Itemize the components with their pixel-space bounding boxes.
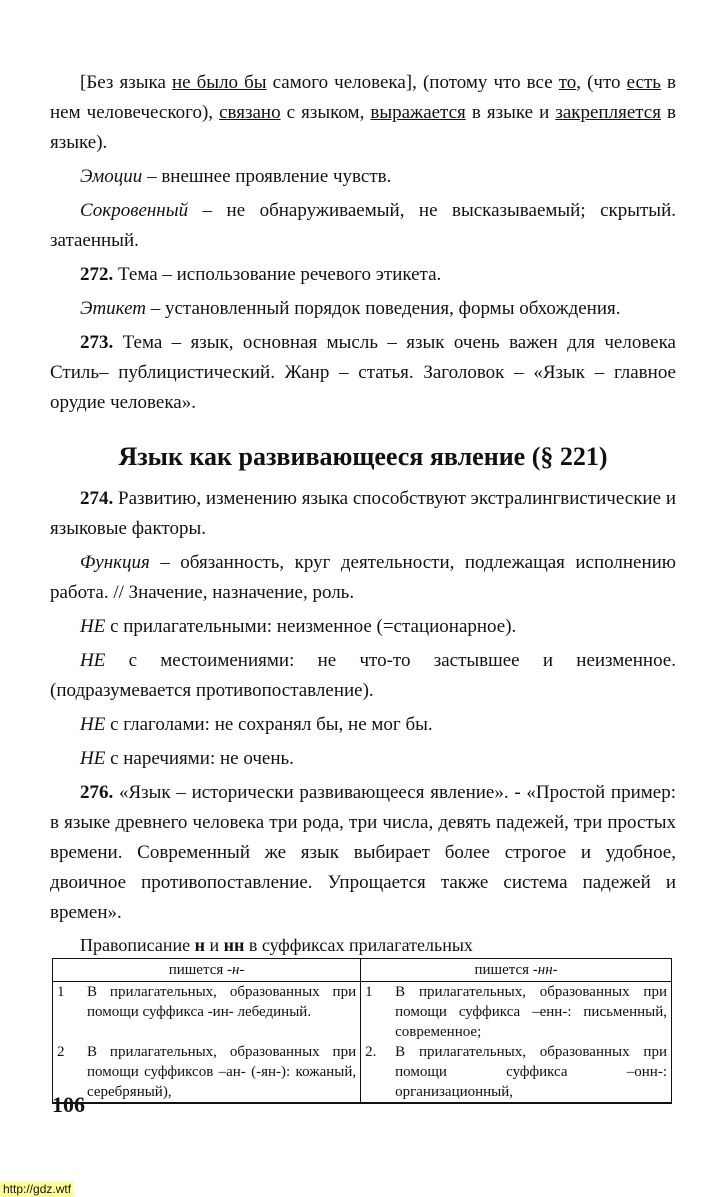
bold-text: 272. [80, 264, 114, 285]
text-segment: – внешнее проявление чувств. [142, 166, 392, 187]
text-segment: – не обнаруживаемый, не высказываемый; скрытый. затаенный. [50, 200, 676, 251]
text-segment: с местоимениями: не что-то застывшее и неизменное. (подразумевается противопоставление). [50, 650, 676, 701]
text-segment: Тема – использование речевого этикета. [113, 264, 442, 285]
text-segment: – обязанность, круг деятельности, подлежащая исполнению работа. // Значение, назначение, роль. [50, 552, 676, 603]
italic-term: Функция [80, 552, 150, 573]
rule-text: В прилагательных, образованных при помощи суффиксов –ан- (-ян-): кожаный, серебряный), [83, 1042, 361, 1103]
bold-text: 273. [80, 332, 114, 353]
paragraphs-after [50, 484, 676, 928]
section-heading: Язык как развивающееся явление (§ 221) [118, 442, 608, 471]
bold-text: 274. [80, 488, 114, 509]
table-header-nn [361, 959, 672, 982]
italic-term: -нн- [532, 962, 558, 978]
table-caption [80, 932, 676, 958]
paragraph [50, 196, 676, 256]
bold-text: нн [223, 935, 245, 955]
table-row [53, 982, 672, 1043]
text-segment: – установленный порядок поведения, формы обхождения. [145, 298, 621, 319]
page-content [50, 68, 676, 1104]
page-number: 106 [52, 1092, 85, 1117]
paragraph [50, 68, 676, 158]
text-segment: Правописание [80, 935, 195, 955]
italic-term: -н- [227, 962, 245, 978]
italic-term: НЕ [80, 748, 106, 769]
paragraph [50, 744, 676, 774]
text-segment: в суффиксах прилагательных [244, 935, 473, 955]
text-segment: , (что [576, 72, 627, 93]
spelling-table [52, 958, 672, 1104]
text-segment: с языком, [280, 102, 371, 123]
source-link[interactable]: http://gdz.wtf [0, 1181, 74, 1197]
text-segment: с прилагательными: неизменное (=стационарное). [105, 616, 517, 637]
text-segment: в языке). [50, 102, 676, 153]
paragraph [50, 612, 676, 642]
paragraph [50, 778, 676, 928]
paragraph [50, 484, 676, 544]
bold-text: 276. [80, 782, 114, 803]
text-segment: в нем человеческого), [50, 72, 676, 123]
row-number: 1 [53, 982, 84, 1043]
italic-term: НЕ [80, 650, 106, 671]
italic-term: НЕ [80, 714, 106, 735]
paragraph [50, 294, 676, 324]
row-number: 1 [361, 982, 392, 1043]
rule-text: В прилагательных, образованных при помощи суффикса –онн-: организационный, [391, 1042, 671, 1103]
text-segment: «Язык – исторически развивающееся явление». - «Простой пример: в языке древнего человека три рода, три числа, девять падежей, три простых времени. Современный же язык выбирает более строгое и удобное, двоичное противопоставление. Упрощается также система падежей и времен». [50, 782, 676, 923]
underlined-word: то [558, 72, 577, 93]
underlined-word: связано [219, 102, 281, 123]
underlined-word: закрепляется [555, 102, 661, 123]
text-segment: самого человека], (потому что все [266, 72, 559, 93]
text-segment: и [204, 935, 224, 955]
text-segment: пишется [168, 962, 227, 978]
paragraph [50, 162, 676, 192]
paragraphs-before [50, 68, 676, 418]
row-number: 2. [361, 1042, 392, 1103]
text-segment: Развитию, изменению языка способствуют экстралингвистические и языковые факторы. [50, 488, 676, 539]
text-segment: с глаголами: не сохранял бы, не мог бы. [105, 714, 433, 735]
italic-term: Этикет [80, 298, 146, 319]
table-header-n [53, 959, 361, 982]
paragraph [50, 260, 676, 290]
paragraph [50, 710, 676, 740]
text-segment: пишется [474, 962, 533, 978]
text-segment: с наречиями: не очень. [105, 748, 294, 769]
underlined-word: не было бы [171, 72, 267, 93]
italic-term: Сокровенный [80, 200, 189, 221]
paragraph [50, 646, 676, 706]
underlined-word: выражается [370, 102, 466, 123]
text-segment: Тема – язык, основная мысль – язык очень важен для человека Стиль– публицистический. Жанр – статья. Заголовок – «Язык – главное орудие человека». [50, 332, 676, 413]
rule-text: В прилагательных, образованных при помощи суффикса –енн-: письменный, современное; [391, 982, 671, 1043]
row-number: 2 [53, 1042, 84, 1103]
italic-term: НЕ [80, 616, 106, 637]
text-segment: в языке и [465, 102, 556, 123]
paragraph [50, 548, 676, 608]
paragraph [50, 328, 676, 418]
bold-text: н [194, 935, 205, 955]
table-row [53, 1042, 672, 1103]
underlined-word: есть [626, 72, 661, 93]
rule-text: В прилагательных, образованных при помощи суффикса -ин- лебединый. [83, 982, 361, 1043]
text-segment: [Без языка [80, 72, 172, 93]
italic-term: Эмоции [80, 166, 143, 187]
